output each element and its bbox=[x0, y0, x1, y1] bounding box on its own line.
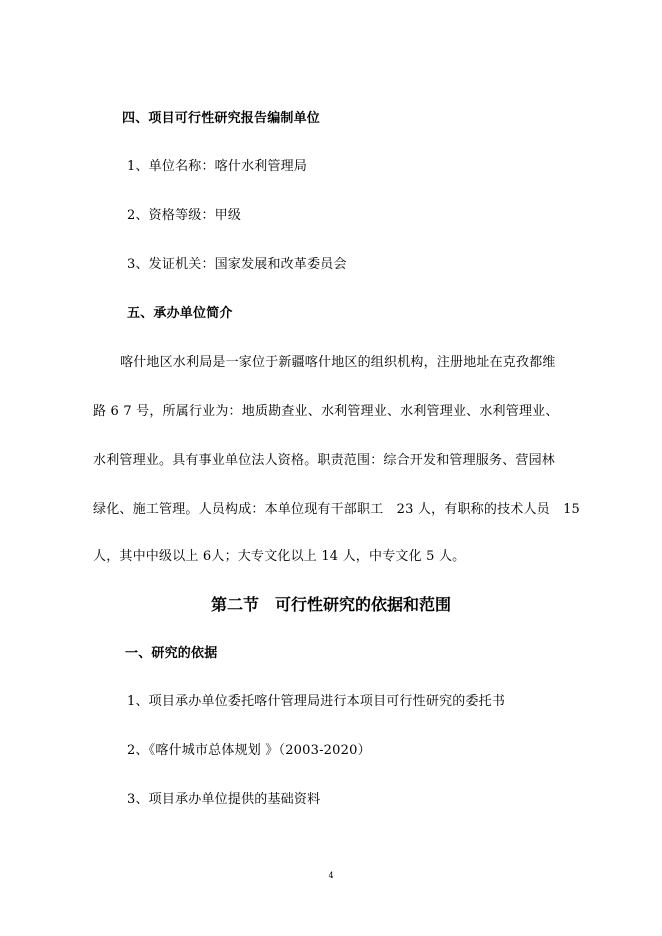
issuing-authority-item: 3、发证机关：国家发展和改革委员会 bbox=[127, 257, 347, 272]
basis-item: 3、项目承办单位提供的基础资料 bbox=[127, 792, 321, 807]
intro-paragraph-line: 喀什地区水利局是一家位于新疆喀什地区的组织机构，注册地址在克孜都维 bbox=[120, 355, 556, 370]
basis-item: 2、《喀什城市总体规划 》（2003-2020） bbox=[127, 743, 371, 758]
intro-paragraph-line: 绿化、施工管理。人员构成：本单位现有干部职工 23 人，有职称的技术人员 15 bbox=[93, 502, 581, 517]
heading-undertaking-unit: 五、承办单位简介 bbox=[127, 306, 233, 321]
intro-paragraph-line: 人，其中中级以上 6人；大专文化以上 14 人，中专文化 5 人。 bbox=[93, 549, 466, 564]
heading-research-basis: 一、研究的依据 bbox=[125, 646, 218, 661]
basis-item: 1、项目承办单位委托喀什管理局进行本项目可行性研究的委托书 bbox=[127, 694, 506, 709]
page-number: 4 bbox=[328, 871, 334, 880]
section-title: 第二节 可行性研究的依据和范围 bbox=[210, 595, 451, 614]
unit-name-item: 1、单位名称：喀什水利管理局 bbox=[127, 159, 308, 174]
intro-paragraph-line: 路 6 7 号，所属行业为：地质勘查业、水利管理业、水利管理业、水利管理业、 bbox=[93, 404, 559, 419]
heading-compiling-unit: 四、项目可行性研究报告编制单位 bbox=[122, 111, 321, 126]
qualification-level-item: 2、资格等级：甲级 bbox=[127, 208, 242, 223]
intro-paragraph-line: 水利管理业。具有事业单位法人资格。职责范围：综合开发和管理服务、营园林 bbox=[93, 453, 556, 468]
